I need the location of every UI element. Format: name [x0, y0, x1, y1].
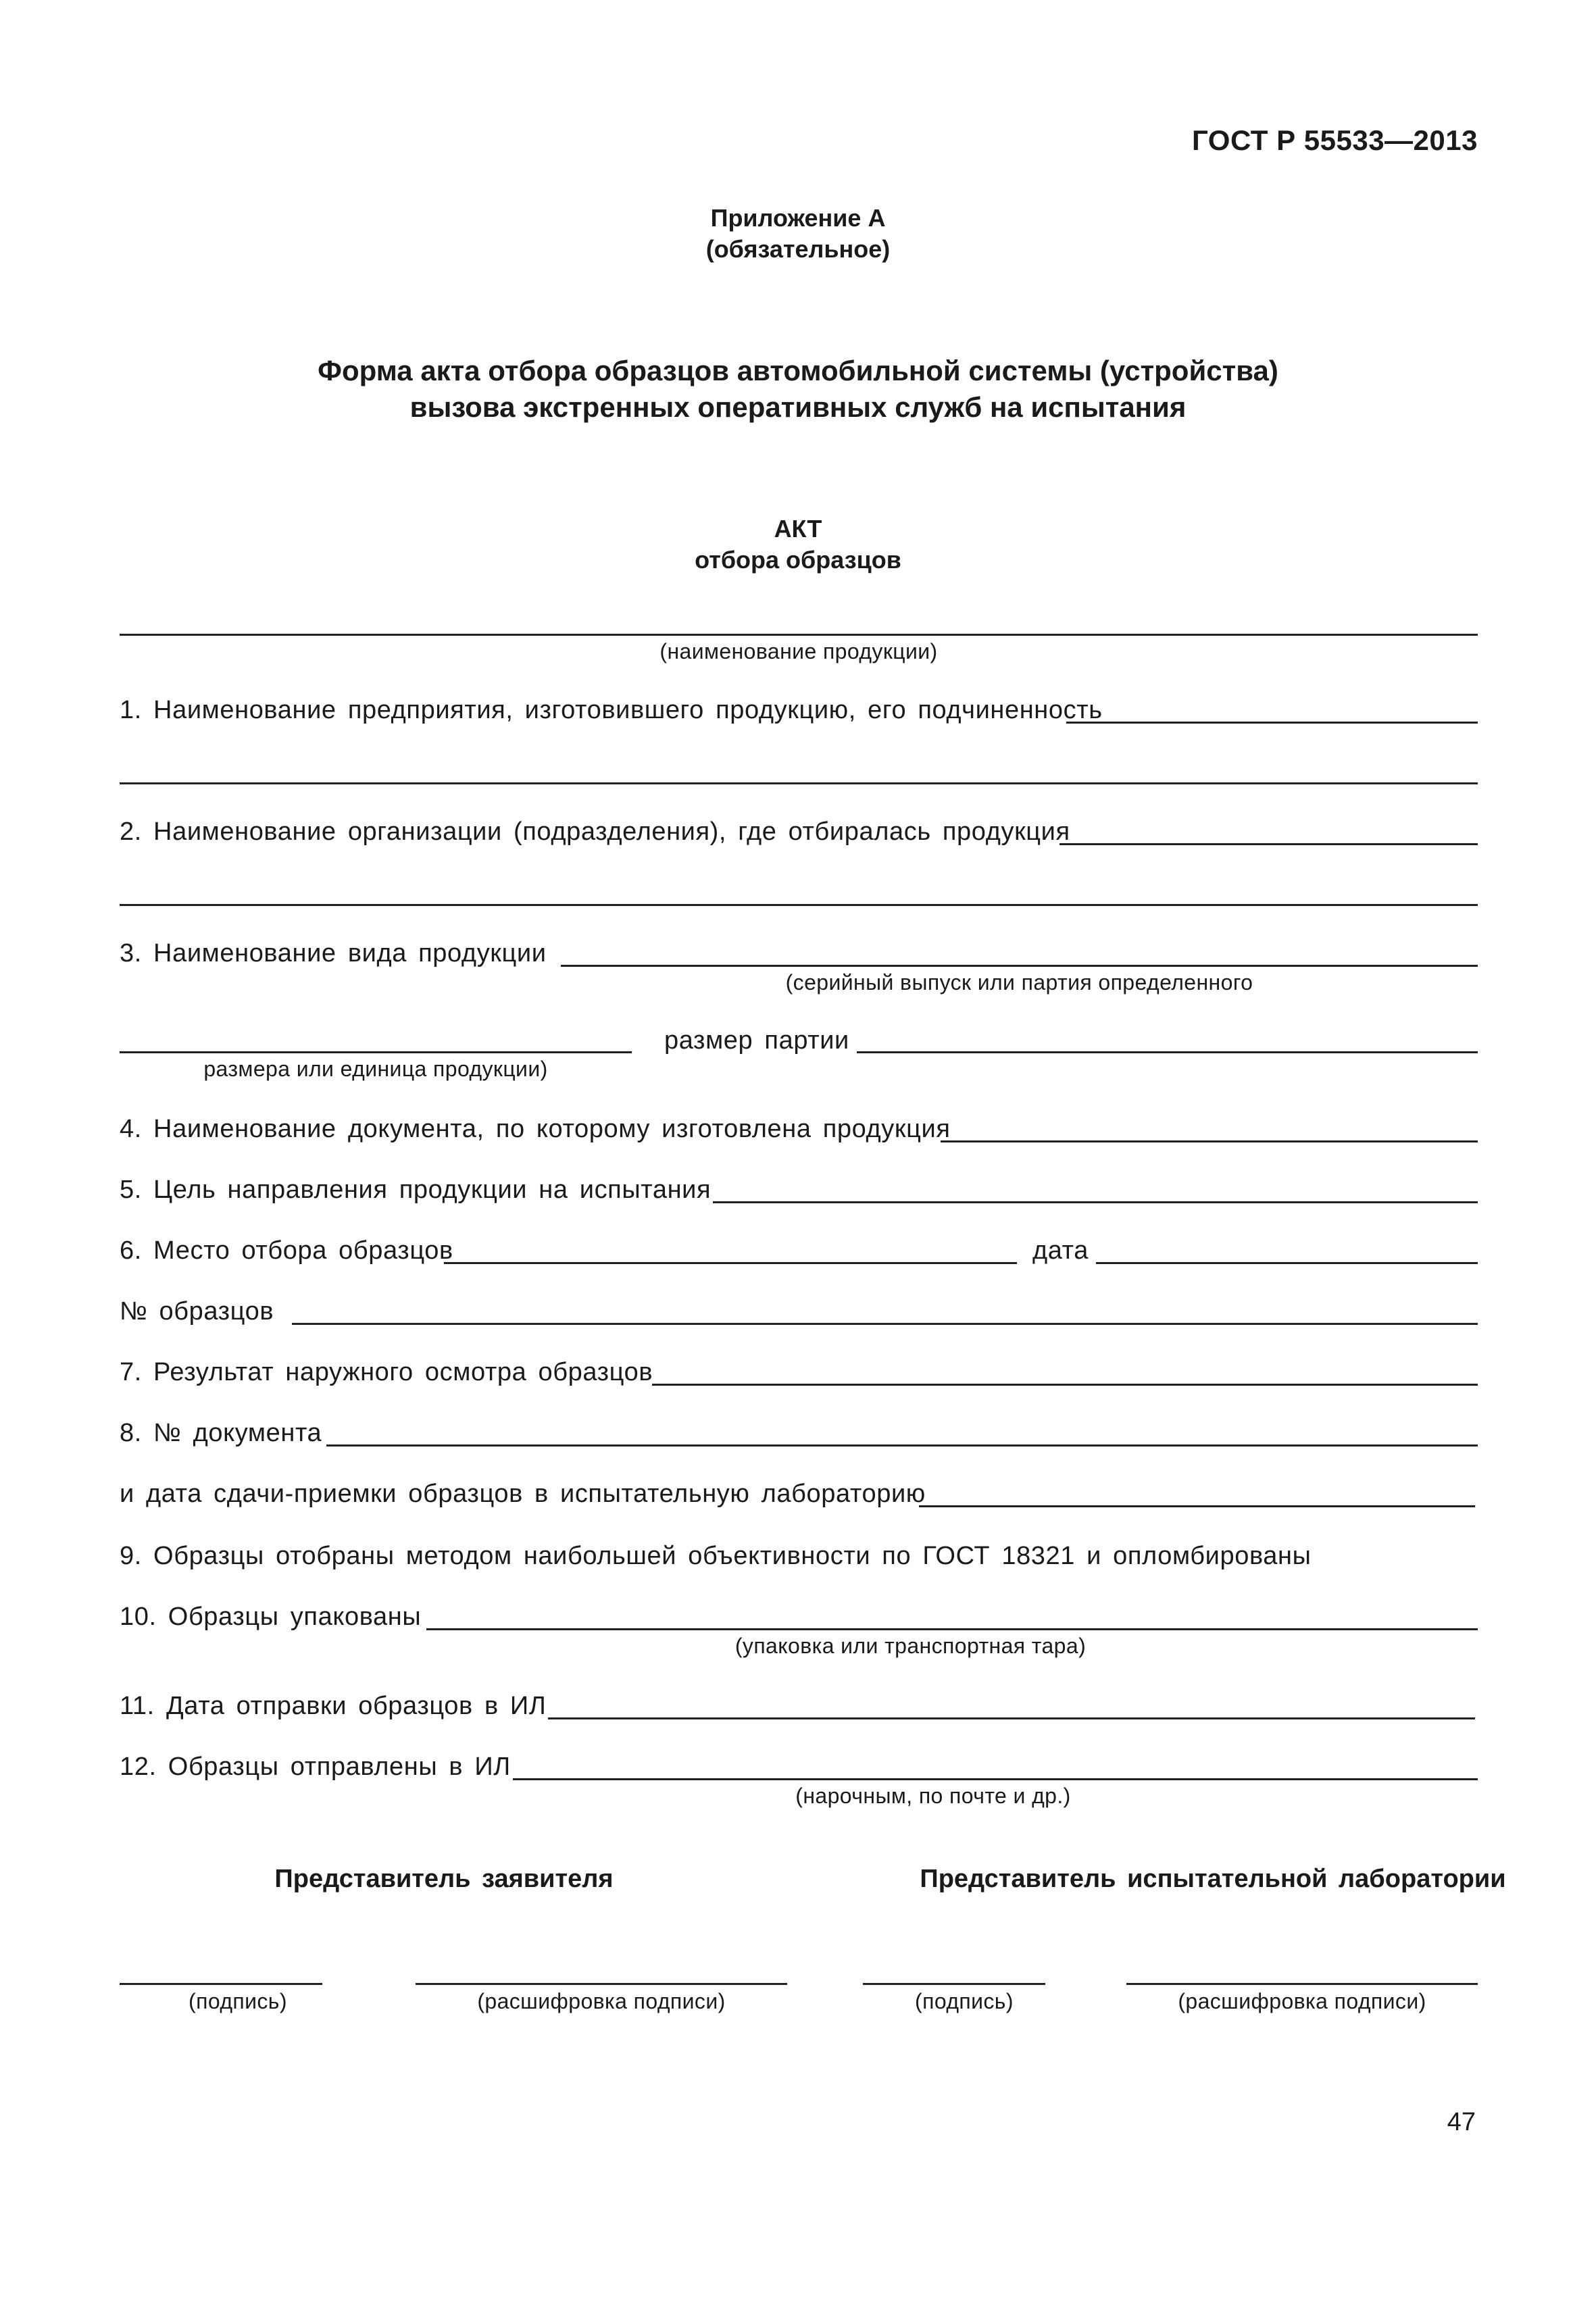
item-6-label: 6. Место отбора образцов: [120, 1236, 453, 1265]
item-4-field-line: [941, 1140, 1478, 1142]
item-7-field-line: [652, 1384, 1478, 1386]
lab-transcript-caption: (расшифровка подписи): [1178, 1989, 1426, 2013]
applicant-transcript-caption: (расшифровка подписи): [477, 1989, 726, 2013]
item-10-field-line: [426, 1628, 1478, 1630]
lab-signature-caption: (подпись): [915, 1989, 1014, 2013]
sample-numbers-label: № образцов: [120, 1297, 274, 1326]
applicant-signature-caption: (подпись): [189, 1989, 287, 2013]
form-title: [0, 353, 1596, 426]
item-8-label: 8. № документа: [120, 1419, 322, 1447]
form-title-line-1: Форма акта отбора образцов автомобильной системы (устройства): [318, 355, 1278, 386]
applicant-signature-line: [120, 1983, 322, 1985]
item-5-label: 5. Цель направления продукции на испытания: [120, 1176, 712, 1204]
item-4-label: 4. Наименование документа, по которому изготовлена продукция: [120, 1115, 951, 1143]
appendix-title: Приложение А: [710, 204, 886, 232]
appendix-heading: [0, 203, 1596, 265]
product-name-caption: (наименование продукции): [659, 639, 938, 663]
act-heading: [0, 513, 1596, 576]
item-6-date-line: [1096, 1262, 1478, 1264]
lab-representative-title: Представитель испытательной лаборатории: [920, 1865, 1506, 1893]
item-6-date-label: дата: [1032, 1236, 1089, 1265]
item-3-field-line: [561, 965, 1478, 967]
item-3-batch-size-line: [857, 1051, 1478, 1053]
item-5-field-line: [713, 1201, 1478, 1203]
item-12-field-line: [513, 1778, 1478, 1780]
item-8-continuation-line: [919, 1505, 1475, 1507]
item-2-field-line: [1059, 843, 1478, 845]
item-2-label: 2. Наименование организации (подразделения), где отбиралась продукция: [120, 818, 1070, 846]
item-11-field-line: [548, 1717, 1475, 1719]
applicant-representative-title: Представитель заявителя: [274, 1865, 614, 1893]
act-title: АКТ: [774, 515, 822, 543]
item-11-label: 11. Дата отправки образцов в ИЛ: [120, 1692, 547, 1720]
item-7-label: 7. Результат наружного осмотра образцов: [120, 1358, 653, 1386]
form-title-line-2: вызова экстренных оперативных служб на испытания: [409, 391, 1187, 423]
document-standard-code: ГОСТ Р 55533—2013: [1192, 124, 1478, 156]
item-1-field-line: [1066, 722, 1478, 724]
lab-transcript-line: [1126, 1983, 1478, 1985]
item-1-label: 1. Наименование предприятия, изготовившего продукцию, его подчиненность: [120, 696, 1103, 724]
item-6-place-line: [444, 1262, 1017, 1264]
item-3-line-left: [120, 1051, 632, 1053]
item-12-label: 12. Образцы отправлены в ИЛ: [120, 1753, 511, 1781]
item-3-batch-size-label: размер партии: [664, 1026, 849, 1055]
item-10-caption: (упаковка или транспортная тара): [734, 1634, 1087, 1658]
item-3-caption-2: размера или единица продукции): [203, 1057, 548, 1081]
item-3-label: 3. Наименование вида продукции: [120, 939, 547, 967]
lab-signature-line: [863, 1983, 1045, 1985]
applicant-transcript-line: [416, 1983, 787, 1985]
sample-numbers-line: [292, 1323, 1478, 1325]
page-number: 47: [1447, 2108, 1476, 2136]
item-8-continuation-label: и дата сдачи-приемки образцов в испытательную лабораторию: [120, 1480, 926, 1508]
item-12-caption: (нарочным, по почте и др.): [795, 1784, 1071, 1808]
item-2-continuation-line: [120, 904, 1478, 906]
item-8-field-line: [326, 1444, 1478, 1447]
item-9-text: 9. Образцы отобраны методом наибольшей объективности по ГОСТ 18321 и опломбированы: [120, 1542, 1312, 1570]
item-10-label: 10. Образцы упакованы: [120, 1603, 422, 1631]
item-1-continuation-line: [120, 782, 1478, 784]
product-name-field-line: [120, 634, 1478, 636]
act-subtitle: отбора образцов: [695, 546, 901, 574]
appendix-status: (обязательное): [705, 235, 891, 263]
item-3-caption-1: (серийный выпуск или партия определенного: [785, 970, 1253, 995]
